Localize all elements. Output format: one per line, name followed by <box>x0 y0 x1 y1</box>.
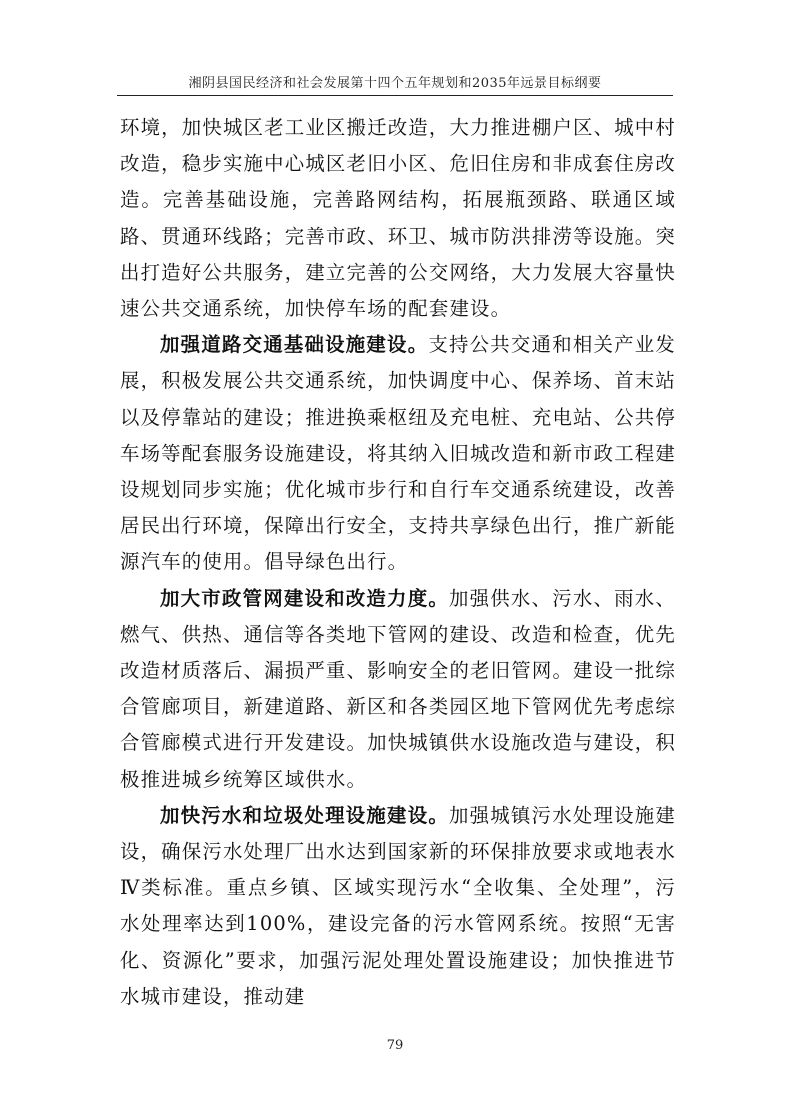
paragraph-continuation <box>120 110 676 327</box>
paragraph-lead: 加强道路交通基础设施建设。 <box>160 333 429 357</box>
body-text <box>120 110 676 1015</box>
paragraph-road-transport <box>120 327 676 580</box>
paragraph-text: 加强城镇污水处理设施建设，确保污水处理厂出水达到国家新的环保排放要求或地表水Ⅳ类标准。重点乡镇、区域实现污水“全收集、全处理”，污水处理率达到100%，建设完备的污水管网系统。按照“无害化、资源化”要求，加强污泥处理处置设施建设；加快推进节水城市建设，推动建 <box>120 803 676 1008</box>
paragraph-municipal-pipeline <box>120 581 676 798</box>
paragraph-text: 支持公共交通和相关产业发展，积极发展公共交通系统，加快调度中心、保养场、首末站以及停靠站的建设；推进换乘枢纽及充电桩、充电站、公共停车场等配套服务设施建设，将其纳入旧城改造和新市政工程建设规划同步实施；优化城市步行和自行车交通系统建设，改善居民出行环境，保障出行安全，支持共享绿色出行，推广新能源汽车的使用。倡导绿色出行。 <box>120 333 676 574</box>
paragraph-text: 加强供水、污水、雨水、燃气、供热、通信等各类地下管网的建设、改造和检查，优先改造材质落后、漏损严重、影响安全的老旧管网。建设一批综合管廊项目，新建道路、新区和各类园区地下管网优先考虑综合管廊模式进行开发建设。加快城镇供水设施改造与建设，积极推进城乡统筹区域供水。 <box>120 586 676 791</box>
page-number: 79 <box>386 1038 404 1053</box>
paragraph-lead: 加大市政管网建设和改造力度。 <box>160 586 449 610</box>
header-rule <box>117 95 673 96</box>
paragraph-text: 环境，加快城区老工业区搬迁改造，大力推进棚户区、城中村改造，稳步实施中心城区老旧小区、危旧住房和非成套住房改造。完善基础设施，完善路网结构，拓展瓶颈路、联通区域路、贯通环线路；完善市政、环卫、城市防洪排涝等设施。突出打造好公共服务，建立完善的公交网络，大力发展大容量快速公共交通系统，加快停车场的配套建设。 <box>120 116 676 321</box>
running-header: 湘阴县国民经济和社会发展第十四个五年规划和2035年远景目标纲要 <box>188 76 602 91</box>
paragraph-sewage-waste <box>120 798 676 1015</box>
paragraph-lead: 加快污水和垃圾处理设施建设。 <box>160 803 449 827</box>
